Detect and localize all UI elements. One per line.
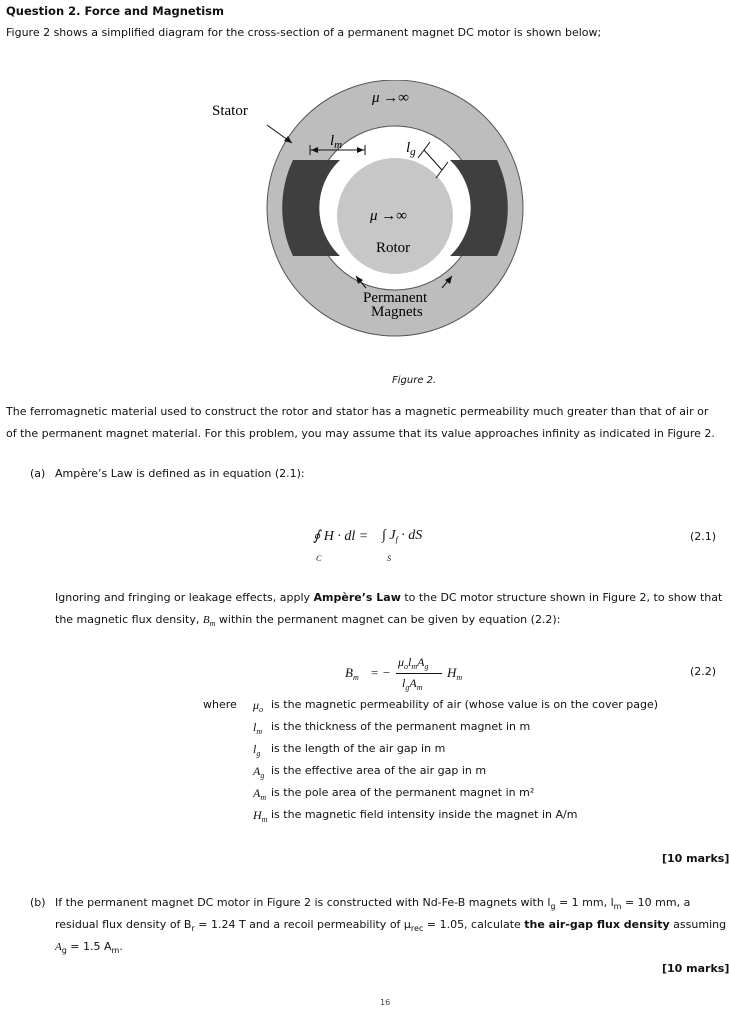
part-b-label: (b) — [30, 896, 46, 909]
mu-rotor-label: μ →∞ — [370, 208, 407, 224]
definition-text: is the magnetic field intensity inside the magnet in A/m — [271, 808, 578, 821]
eq-2-1-rhs: ∫ $J_f$ · dS — [382, 528, 423, 544]
part-b-line1: If the permanent magnet DC motor in Figure 2 is constructed with Nd-Fe-B magnets with $l_g = 1$ mm, $l_m = 10$ mm, a — [55, 896, 691, 911]
part-b-line3: $A_g = 1.5$ $A_m$. — [55, 940, 123, 955]
stator-label: Stator — [212, 103, 248, 119]
eq-2-2-h: $H_m$ — [447, 665, 463, 682]
definition-text: is the effective area of the air gap in m — [271, 764, 487, 777]
definition-symbol: $H_m$ — [253, 808, 268, 824]
definition-symbol: $l_m$ — [253, 720, 263, 736]
part-a-marks: [10 marks] — [662, 852, 729, 865]
rotor-label: Rotor — [376, 240, 411, 256]
part-b-line2: residual flux density of $B_r = 1.24$ T and a recoil permeability of $\mu_{rec} = 1.05$, calculate the air-gap flux density assuming — [55, 918, 727, 933]
figure-caption: Figure 2. — [392, 375, 437, 386]
definition-symbol: $A_g$ — [253, 764, 265, 780]
pm-label-line1: Permanent — [363, 290, 428, 306]
eq-2-1-s: S — [387, 554, 391, 563]
pm-label-line2: Magnets — [371, 304, 423, 320]
eq-2-2-equals: = − — [370, 665, 391, 680]
lm-label: $l_m$ — [330, 133, 343, 151]
eq-2-2-lhs: $B_m$ — [345, 665, 359, 682]
page-number: 16 — [380, 998, 391, 1007]
definition-symbol: $\mu_o$ — [253, 698, 264, 714]
eq-2-2-fraction-bar — [396, 673, 442, 674]
eq-2-1-lhs: ∮ H · dl = — [313, 529, 369, 544]
eq-2-1-c: C — [316, 554, 322, 563]
eq-2-2-numerator: $\mu_ol_mA_g$ — [398, 655, 429, 671]
definition-text: is the magnetic permeability of air (whose value is on the cover page) — [271, 698, 659, 711]
question-title: Question 2. Force and Magnetism — [6, 4, 224, 18]
eq-2-2-denominator: $l_gA_m$ — [402, 676, 423, 692]
definition-symbol: $A_m$ — [253, 786, 267, 802]
definition-text: is the length of the air gap in m — [271, 742, 446, 755]
eq-2-1-number: (2.1) — [690, 530, 717, 543]
part-b-marks: [10 marks] — [662, 962, 729, 975]
lg-label: $l_g$ — [406, 140, 416, 158]
definition-text: is the thickness of the permanent magnet in m — [271, 720, 531, 733]
mu-stator-label: μ →∞ — [372, 90, 409, 106]
definition-symbol: $l_g$ — [253, 742, 261, 758]
part-a-label: (a) — [30, 467, 46, 480]
part-a-text2-line1: Ignoring and fringing or leakage effects, apply Ampère’s Law to the DC motor structure shown in Figure 2, to show that — [55, 591, 723, 604]
where-label: where — [203, 698, 237, 711]
part-a-text: Ampère’s Law is defined as in equation (2.1): — [55, 467, 305, 480]
part-a-text2-line2: the magnetic flux density, $B_m$ within the permanent magnet can be given by equation (2.2): — [55, 613, 561, 628]
definition-text: is the pole area of the permanent magnet in m² — [271, 786, 535, 799]
para1-line1: The ferromagnetic material used to construct the rotor and stator has a magnetic permeability much greater than that of air or — [6, 405, 709, 418]
intro-text: Figure 2 shows a simplified diagram for the cross-section of a permanent magnet DC motor is shown below; — [6, 26, 602, 39]
eq-2-2-number: (2.2) — [690, 665, 717, 678]
para1-line2: of the permanent magnet material. For this problem, you may assume that its value approaches infinity as indicated in Figure 2. — [6, 427, 715, 440]
motor-cross-section-figure — [180, 80, 540, 400]
